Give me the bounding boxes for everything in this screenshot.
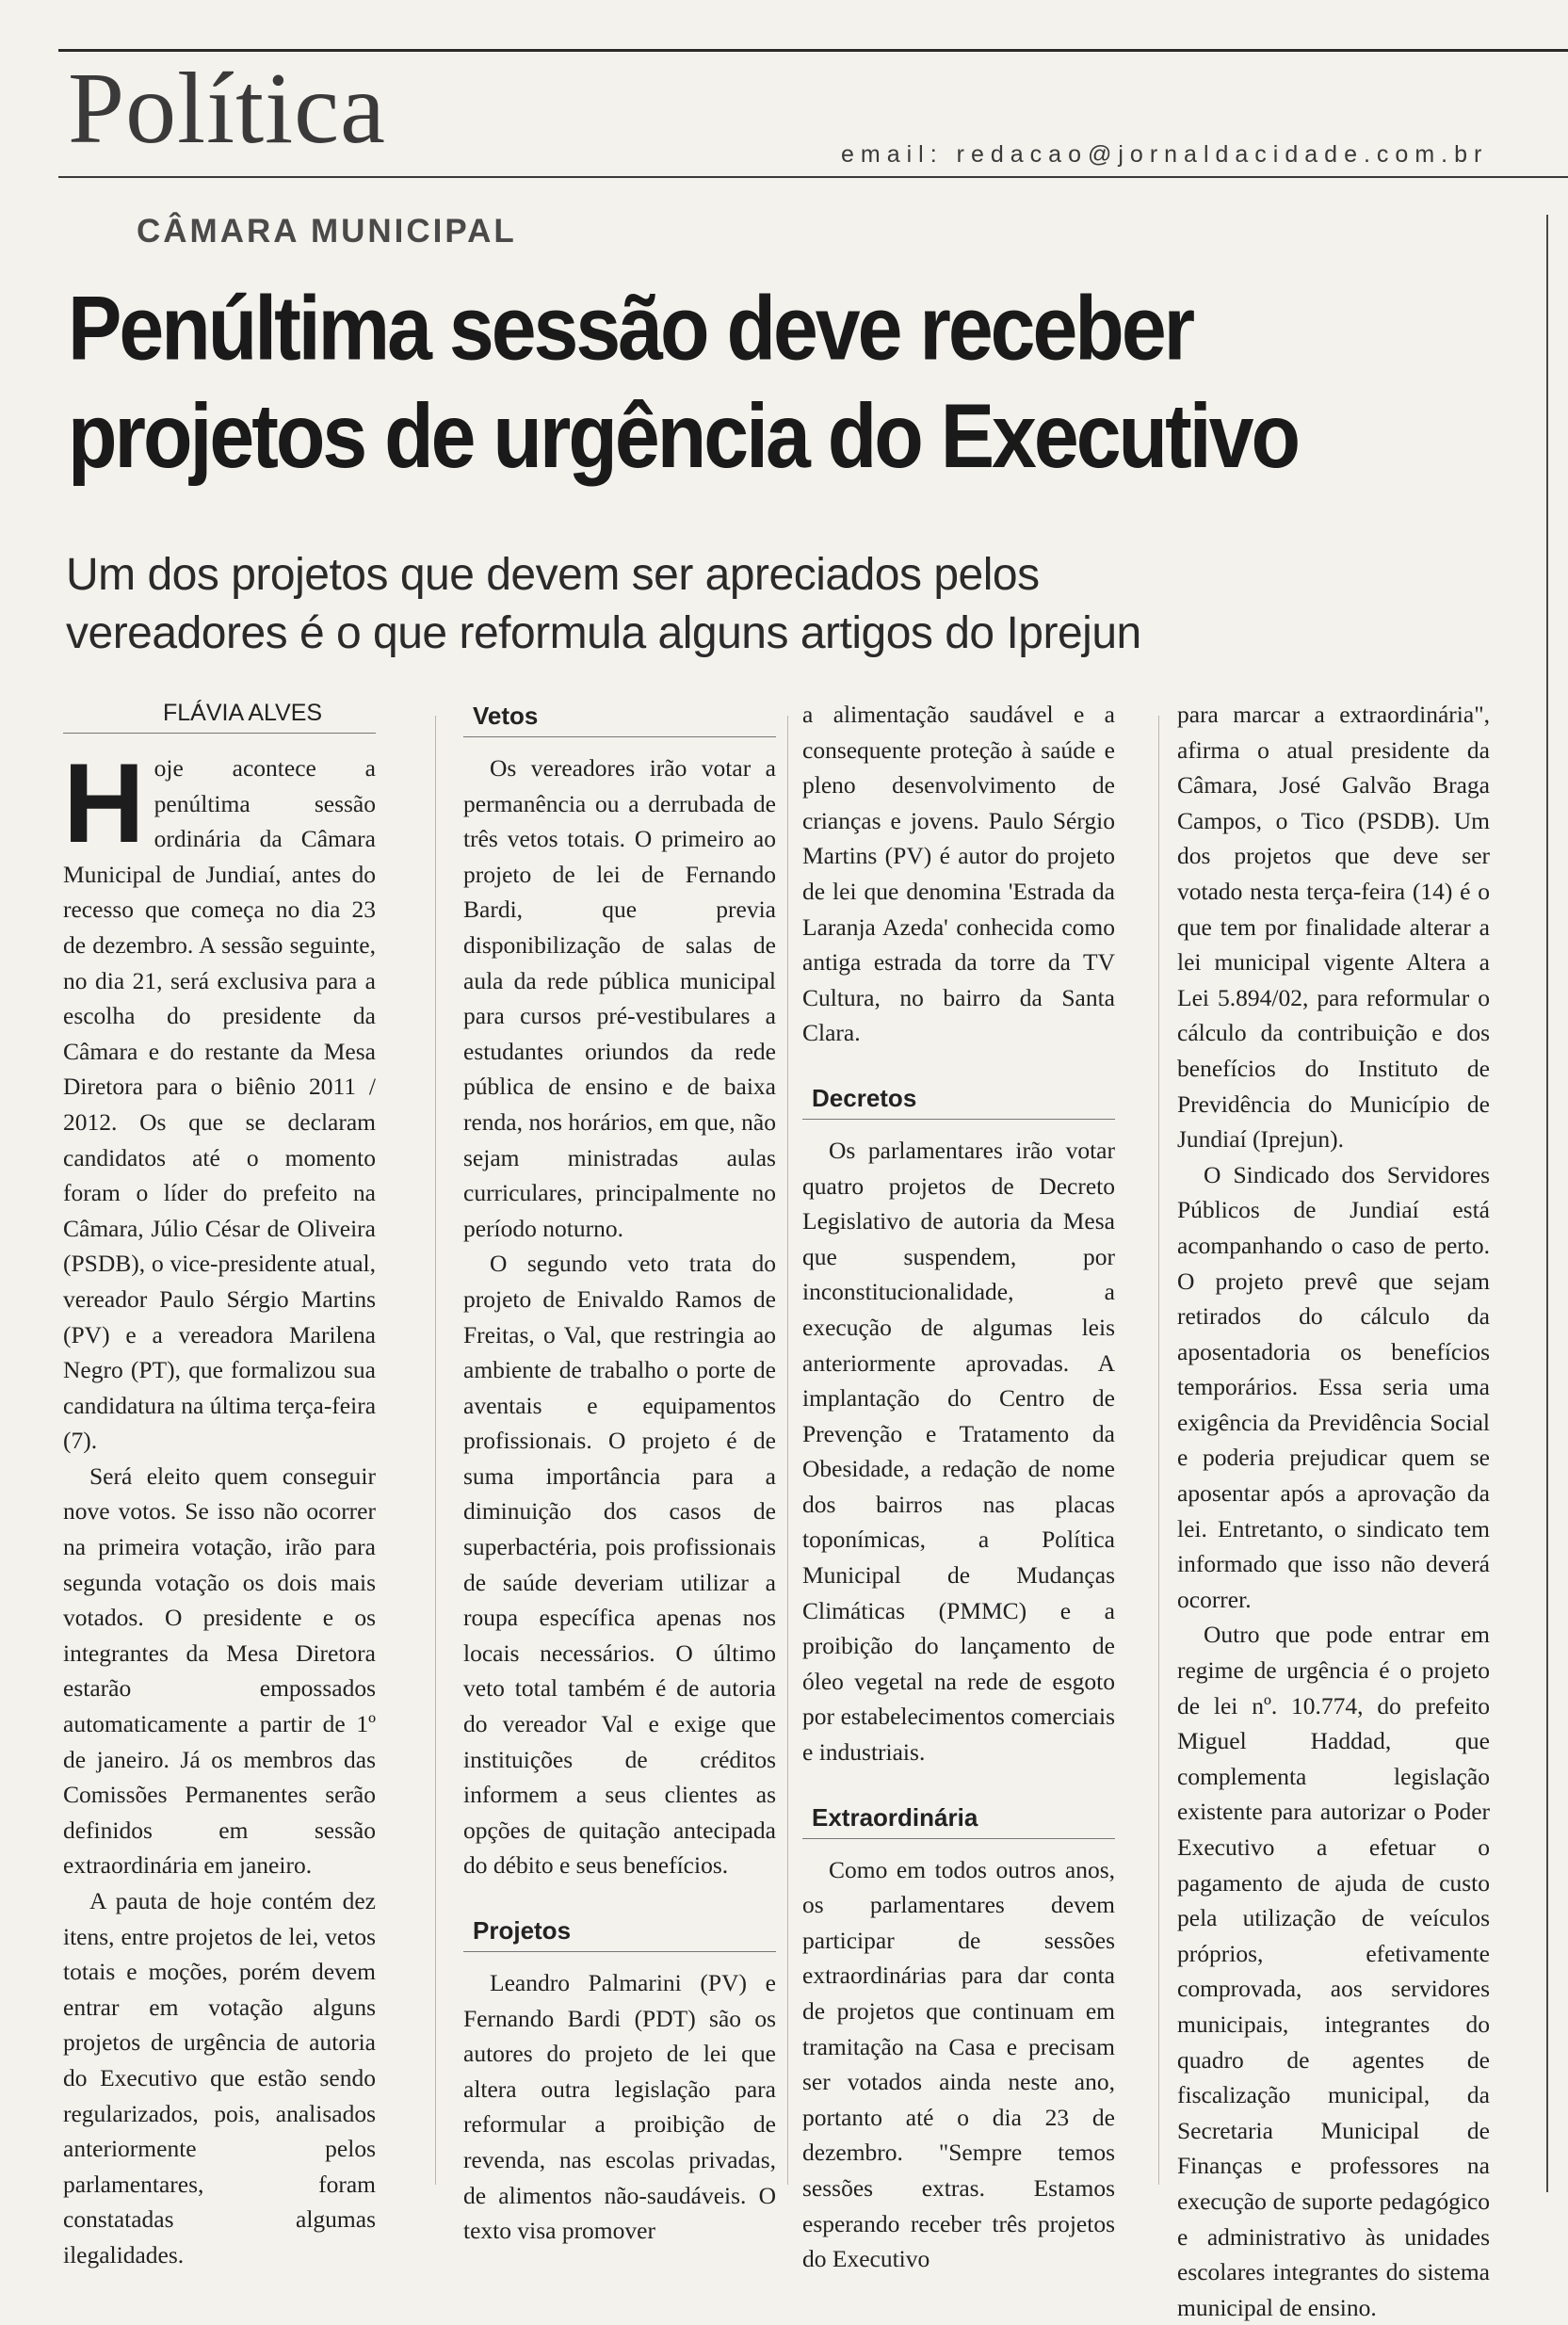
article-kicker: CÂMARA MUNICIPAL [137,213,517,250]
right-column-rule [1546,215,1548,2192]
headline-line-1: Penúltima sessão deve receber [68,278,1193,379]
paragraph: O Sindicado dos Servidores Públicos de Jundiaí está acompanhando o caso de perto. O projeto prevê que sejam retirados do cálculo da aposentadoria os benefícios temporários. Essa seria uma exigência da Previdência Social e poderia prejudicar quem se aposentar após a aprovação da lei. Entretanto, o sindicato tem informado que isso não deverá ocorrer. [1177,1160,1490,1613]
paragraph: Os parlamentares irão votar quatro projetos de Decreto Legislativo de autoria da Mesa que suspendem, por inconstitucionalidade, a execução de algumas leis anteriormente aprovadas. A implantação do Centro de Prevenção e Tratamento da Obesidade, a redação de nome dos bairros nas placas toponímicas, a Política Municipal de Mudanças Climáticas (PMMC) e a proibição do lançamento de óleo vegetal na rede de esgoto por estabelecimentos comerciais e industriais. [802,1136,1115,1767]
header-rule [58,176,1568,178]
paragraph: Os vereadores irão votar a permanência ou a derrubada de três vetos totais. O primeiro ao projeto de lei de Fernando Bardi, que previa disponibilização de salas de aula da rede pública municipal para cursos pré-vestibulares a estudantes oriundos da rede pública de ensino e de baixa renda, nos horários, em que, não sejam ministradas aulas curriculares, principalmente no período noturno. [463,754,776,1242]
headline-line-2: projetos de urgência do Executivo [68,385,1298,488]
subtitle-vetos: Vetos [463,697,776,737]
subtitle-decretos: Decretos [802,1079,1115,1120]
paragraph-text: oje acontece a penúltima sessão ordinária da Câmara Municipal de Jundiaí, antes do recesso que começa no dia 23 de dezembro. A sessão seguinte, no dia 21, será exclusiva para a escolha do presidente da Câmara e do restante da Mesa Diretora para o biênio 2011 / 2012. Os que se declaram candidatos até o momento foram o líder do prefeito na Câmara, Júlio César de Oliveira (PSDB), o vice-presidente atual, vereador Paulo Sérgio Martins (PV) e a vereadora Marilena Negro (PT), que formalizou sua candidatura na última terça-feira (7). [63,754,377,1455]
column-divider [1158,716,1159,2185]
byline: FLÁVIA ALVES [63,697,376,734]
paragraph: Será eleito quem conseguir nove votos. Se isso não ocorrer na primeira votação, irão para segunda votação os dois mais votados. O presidente e os integrantes da Mesa Diretora estarão empossados automaticamente a partir de 1º de janeiro. Já os membros das Comissões Permanentes serão definidos em sessão extraordinária em janeiro. [63,1461,376,1880]
article-column-2 [463,697,776,2245]
column-divider [435,716,436,2185]
article-subhead [66,546,1554,663]
top-rule [58,49,1568,52]
subhead-line-2: vereadores é o que reformula alguns artigos do Iprejun [66,608,1141,658]
paragraph: para marcar a extraordinária", afirma o atual presidente da Câmara, José Galvão Braga Campos, o Tico (PSDB). Um dos projetos que deve ser votado nesta terça-feira (14) é o que tem por finalidade alterar a lei municipal vigente Altera a Lei 5.894/02, para reformular o cálculo da contribuição e dos benefícios do Instituto de Previdência do Município de Jundiaí (Iprejun). [1177,701,1490,1154]
paragraph: A pauta de hoje contém dez itens, entre projetos de lei, vetos totais e moções, porém devem entrar em votação alguns projetos de urgência de autoria do Executivo que estão sendo regularizados, pois, analisados anteriormente pelos parlamentares, foram constatadas algumas ilegalidades. [63,1887,376,2268]
article-column-4 [1177,697,1490,2321]
paragraph: Como em todos outros anos, os parlamentares devem participar de sessões extraordinárias para dar conta de projetos que continuam em tramitação na Casa e precisam ser votados ainda neste ano, portanto até o dia 23 de dezembro. "Sempre temos sessões extras. Estamos esperando receber três projetos do Executivo [802,1855,1115,2273]
subtitle-projetos: Projetos [463,1912,776,1952]
subtitle-extraordinaria: Extraordinária [802,1799,1115,1839]
paragraph [63,740,377,1459]
paragraph: O segundo veto trata do projeto de Enivaldo Ramos de Freitas, o Val, que restringia ao ambiente de trabalho o porte de aventais e equipamentos profissionais. O projeto é de suma importância para a diminuição dos casos de superbactéria, pois profissionais de saúde deveriam utilizar a roupa específica apenas nos locais necessários. O último veto total também é de autoria do vereador Val e exige que instituições de créditos informem a seus clientes as opções de quitação antecipada do débito e seus benefícios. [463,1250,776,1880]
subhead-line-1: Um dos projetos que devem ser apreciados pelos [66,550,1040,600]
drop-cap: H [63,740,145,866]
article-column-1 [63,697,377,2268]
paragraph: Outro que pode entrar em regime de urgência é o projeto de lei nº. 10.774, do prefeito Miguel Haddad, que complementa legislação existente para autorizar o Poder Executivo a efetuar o pagamento de ajuda de custo pela utilização de veículos próprios, efetivamente comprovada, aos servidores municipais, integrantes do quadro de agentes de fiscalização municipal, da Secretaria Municipal de Finanças e professores na execução de suporte pedagógico e administrativo às unidades escolares integrantes do sistema municipal de ensino. [1177,1621,1490,2321]
column-divider [787,716,788,2185]
article-column-3 [802,697,1115,2273]
paragraph: a alimentação saudável e a consequente proteção à saúde e pleno desenvolvimento de crianças e jovens. Paulo Sérgio Martins (PV) é autor do projeto de lei que denomina 'Estrada da Laranja Azeda' conhecida como antiga estrada da torre da TV Cultura, no bairro da Santa Clara. [802,701,1115,1047]
article-headline [68,275,1546,490]
section-title: Política [68,53,386,165]
contact-email: email: redacao@jornaldacidade.com.br [841,141,1489,168]
paragraph: Leandro Palmarini (PV) e Fernando Bardi (PDT) são os autores do projeto de lei que altera outra legislação para reformular a proibição de revenda, nas escolas privadas, de alimentos não-saudáveis. O texto visa promover [463,1969,776,2245]
